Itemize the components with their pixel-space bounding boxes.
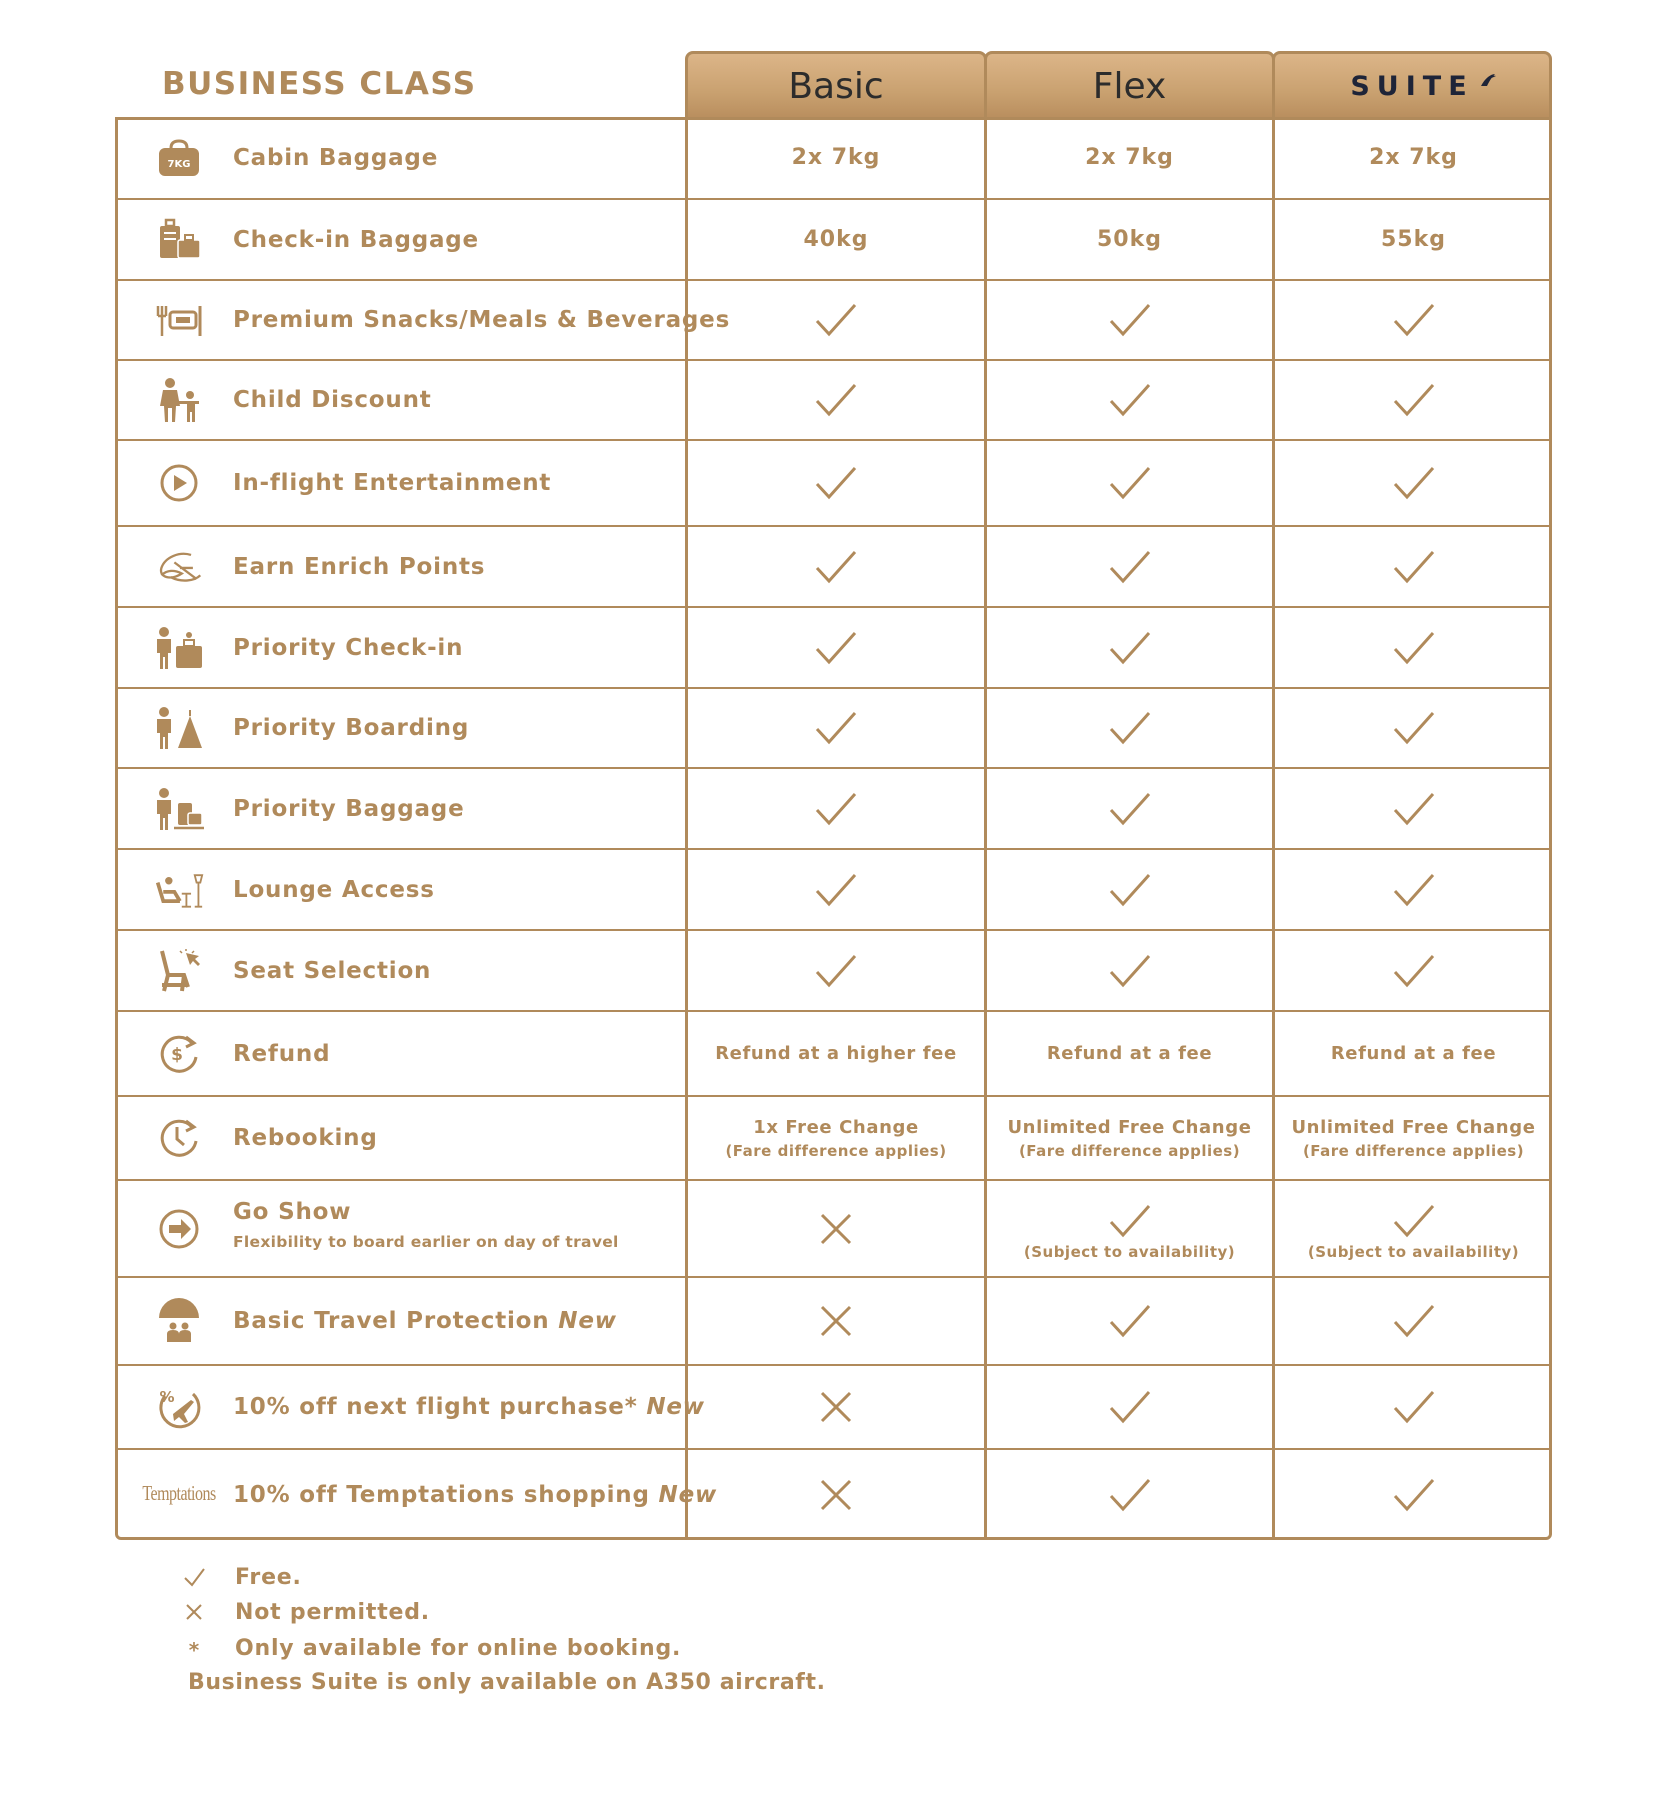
- seat-icon: [154, 948, 204, 994]
- feature-name: Check-in Baggage: [233, 226, 479, 253]
- value-cell-basic: [688, 361, 984, 439]
- priority-boarding-icon: [154, 705, 204, 751]
- value-cell-suite: [1275, 117, 1552, 198]
- value-cell-flex: [987, 931, 1272, 1010]
- new-badge: New: [637, 1394, 705, 1420]
- check-icon: [1392, 549, 1436, 585]
- check-icon: [1108, 382, 1152, 418]
- value-cell-basic: [688, 1450, 984, 1540]
- feature-label: [233, 1308, 617, 1334]
- feature-name: 10% off Temptations shopping: [233, 1482, 650, 1508]
- table-row: [118, 1364, 1549, 1448]
- check-icon: [814, 630, 858, 666]
- feature-label: [233, 470, 551, 496]
- go-show-icon: [154, 1206, 204, 1252]
- value-text: 2x 7kg: [1369, 145, 1458, 170]
- cross-icon: [819, 1478, 853, 1512]
- child-icon: [154, 377, 204, 423]
- value-cell-suite: [1275, 1450, 1552, 1540]
- check-icon: [1392, 710, 1436, 746]
- value-cell-suite: [1275, 769, 1552, 848]
- check-icon: [1108, 1389, 1152, 1425]
- value-cell-flex: [987, 850, 1272, 929]
- value-cell-basic: [688, 850, 984, 929]
- feature-label: [233, 1041, 330, 1067]
- table-row: [118, 848, 1549, 929]
- feature-label: [233, 227, 479, 253]
- value-cell-suite: [1275, 931, 1552, 1010]
- feature-name: Child Discount: [233, 387, 432, 413]
- table-row: [118, 117, 1549, 198]
- feature-label: [233, 1125, 378, 1151]
- svg-text:$: $: [171, 1044, 183, 1065]
- value-cell-basic: [688, 117, 984, 198]
- column-header-label: Basic: [788, 65, 884, 107]
- legend-check-icon: [182, 1567, 206, 1591]
- feature-name: Go Show: [233, 1198, 352, 1225]
- check-icon: [1392, 1303, 1436, 1339]
- priority-baggage-icon: [154, 786, 204, 832]
- value-cell-flex: [987, 608, 1272, 687]
- value-note: (Fare difference applies): [1018, 1141, 1241, 1160]
- value-cell-flex: [987, 1181, 1272, 1276]
- check-icon: [814, 465, 858, 501]
- column-header-basic: [685, 51, 987, 118]
- value-cell-flex: [987, 1450, 1272, 1540]
- feature-label: [233, 635, 463, 661]
- check-icon: [1108, 710, 1152, 746]
- value-cell-suite: [1275, 441, 1552, 525]
- value-cell-basic: [688, 608, 984, 687]
- check-icon: [1392, 1203, 1436, 1239]
- discount-plane-icon: [154, 1384, 204, 1430]
- value-cell-suite: [1275, 1181, 1552, 1276]
- check-icon: [1108, 630, 1152, 666]
- feature-label: [233, 554, 485, 580]
- feature-label: [233, 387, 432, 413]
- value-note: (Subject to availability): [1023, 1242, 1236, 1261]
- value-cell-flex: [987, 1012, 1272, 1095]
- feature-name: Rebooking: [233, 1125, 378, 1151]
- value-cell-flex: [987, 527, 1272, 606]
- feature-name: Refund: [233, 1040, 331, 1067]
- value-cell-suite: [1275, 689, 1552, 767]
- value-text: 55kg: [1381, 227, 1446, 252]
- check-icon: [814, 382, 858, 418]
- value-cell-flex: [987, 441, 1272, 525]
- value-cell-basic: [688, 527, 984, 606]
- value-cell-suite: [1275, 1012, 1552, 1095]
- check-icon: [1108, 1303, 1152, 1339]
- table-row: [118, 1179, 1549, 1276]
- suite-bird-icon: [1479, 64, 1497, 95]
- value-text: 2x 7kg: [791, 145, 881, 170]
- check-icon: [814, 549, 858, 585]
- check-icon: [1392, 465, 1436, 501]
- value-text: 50kg: [1097, 227, 1162, 252]
- value-cell-basic: [688, 769, 984, 848]
- feature-name: Premium Snacks/Meals & Beverages: [233, 307, 731, 333]
- cross-icon: [819, 1390, 853, 1424]
- play-icon: [154, 460, 204, 506]
- value-cell-suite: [1275, 281, 1552, 359]
- check-icon: [814, 710, 858, 746]
- column-header-suite: [1272, 51, 1552, 118]
- check-icon: [1108, 465, 1152, 501]
- check-icon: [814, 302, 858, 338]
- value-note: (Fare difference applies): [725, 1141, 947, 1160]
- check-icon: [1392, 872, 1436, 908]
- value-cell-suite: [1275, 608, 1552, 687]
- value-cell-basic: [688, 281, 984, 359]
- umbrella-icon: [154, 1298, 204, 1344]
- check-icon: [1392, 382, 1436, 418]
- feature-label: [233, 796, 464, 822]
- check-icon: [1392, 791, 1436, 827]
- value-cell-flex: [987, 689, 1272, 767]
- new-badge: New: [649, 1482, 718, 1508]
- table-row: [118, 439, 1549, 525]
- feature-name: Basic Travel Protection: [233, 1308, 550, 1334]
- check-icon: [1392, 302, 1436, 338]
- table-row: [118, 525, 1549, 606]
- value-cell-suite: [1275, 361, 1552, 439]
- feature-label: [233, 877, 435, 903]
- comparison-table: [115, 117, 1552, 1540]
- value-cell-flex: [987, 769, 1272, 848]
- value-cell-basic: [688, 931, 984, 1010]
- value-cell-suite: [1275, 1278, 1552, 1364]
- legend-asterisk-icon: *: [188, 1638, 200, 1662]
- legend-text: Not permitted.: [235, 1600, 430, 1625]
- enrich-icon: [154, 544, 204, 590]
- check-icon: [1108, 302, 1152, 338]
- feature-name: Seat Selection: [233, 957, 432, 984]
- check-icon: [814, 872, 858, 908]
- table-row: [118, 1010, 1549, 1095]
- value-cell-basic: [688, 200, 984, 279]
- check-icon: [1108, 1477, 1152, 1513]
- table-row: [118, 767, 1549, 848]
- column-header-label: SUITE: [1350, 70, 1474, 102]
- value-text: Refund at a fee: [1330, 1043, 1497, 1064]
- feature-name: Priority Baggage: [233, 795, 465, 822]
- value-text: Unlimited Free Change: [1007, 1116, 1252, 1138]
- value-text: Refund at a higher fee: [715, 1043, 957, 1064]
- legend-text: Free.: [235, 1565, 302, 1590]
- value-cell-flex: [987, 1097, 1272, 1179]
- feature-name: Cabin Baggage: [233, 144, 439, 171]
- check-icon: [814, 953, 858, 989]
- check-icon: [1108, 872, 1152, 908]
- feature-label: [233, 958, 431, 984]
- value-cell-basic: [688, 1097, 984, 1179]
- value-cell-basic: [688, 1278, 984, 1364]
- cross-icon: [819, 1212, 853, 1246]
- temptations-icon: Temptations: [142, 1483, 216, 1506]
- value-cell-basic: [688, 1181, 984, 1276]
- value-text: Unlimited Free Change: [1291, 1116, 1536, 1138]
- value-cell-suite: [1275, 1097, 1552, 1179]
- feature-name: Priority Check-in: [233, 634, 464, 661]
- feature-name: Earn Enrich Points: [233, 553, 486, 580]
- refund-icon: [154, 1031, 204, 1077]
- feature-subtitle: Flexibility to board earlier on day of travel: [233, 1232, 619, 1251]
- cross-icon: [819, 1304, 853, 1338]
- table-row: [118, 1095, 1549, 1179]
- table-row: [118, 687, 1549, 767]
- value-cell-flex: [987, 200, 1272, 279]
- value-cell-flex: [987, 281, 1272, 359]
- table-row: [118, 359, 1549, 439]
- value-cell-suite: [1275, 850, 1552, 929]
- table-row: [118, 929, 1549, 1010]
- table-row: [118, 1448, 1549, 1540]
- feature-name: Lounge Access: [233, 876, 435, 903]
- check-icon: [1108, 953, 1152, 989]
- feature-label: [233, 307, 730, 333]
- table-row: [118, 606, 1549, 687]
- feature-label: [233, 715, 469, 741]
- value-cell-flex: [987, 361, 1272, 439]
- check-icon: [1392, 630, 1436, 666]
- feature-label: [233, 1394, 705, 1420]
- table-row: [118, 279, 1549, 359]
- page-title: BUSINESS CLASS: [162, 66, 477, 102]
- cabin-baggage-icon: [154, 135, 204, 181]
- check-icon: [1108, 549, 1152, 585]
- footer-note: Business Suite is only available on A350 aircraft.: [188, 1670, 826, 1695]
- check-icon: [1108, 1203, 1152, 1239]
- svg-text:%: %: [159, 1388, 175, 1406]
- feature-name: In-flight Entertainment: [233, 470, 552, 496]
- check-icon: [814, 791, 858, 827]
- value-cell-flex: [987, 117, 1272, 198]
- value-cell-suite: [1275, 527, 1552, 606]
- checkin-baggage-icon: [154, 217, 204, 263]
- legend-text: Only available for online booking.: [235, 1636, 682, 1661]
- svg-text:7KG: 7KG: [167, 158, 191, 170]
- value-text: 40kg: [803, 227, 869, 252]
- value-cell-basic: [688, 441, 984, 525]
- legend-cross-icon: [182, 1602, 206, 1626]
- feature-name: 10% off next flight purchase*: [233, 1394, 638, 1420]
- value-cell-suite: [1275, 1366, 1552, 1448]
- column-header-label: Flex: [1092, 65, 1167, 107]
- feature-name: Priority Boarding: [233, 715, 470, 741]
- value-note: (Subject to availability): [1307, 1242, 1520, 1261]
- check-icon: [1392, 1477, 1436, 1513]
- check-icon: [1108, 791, 1152, 827]
- feature-label: [233, 1198, 619, 1250]
- value-cell-flex: [987, 1278, 1272, 1364]
- lounge-icon: [154, 867, 204, 913]
- value-cell-basic: [688, 1012, 984, 1095]
- value-note: (Fare difference applies): [1302, 1141, 1525, 1160]
- new-badge: New: [549, 1308, 617, 1334]
- value-cell-flex: [987, 1366, 1272, 1448]
- check-icon: [1392, 953, 1436, 989]
- value-cell-basic: [688, 1366, 984, 1448]
- table-row: [118, 198, 1549, 279]
- value-text: 2x 7kg: [1085, 145, 1174, 170]
- meal-icon: [154, 297, 204, 343]
- priority-checkin-icon: [154, 625, 204, 671]
- feature-label: [233, 145, 438, 171]
- check-icon: [1392, 1389, 1436, 1425]
- value-text: 1x Free Change: [753, 1116, 919, 1138]
- column-header-flex: [984, 51, 1275, 118]
- rebooking-icon: [154, 1115, 204, 1161]
- value-cell-suite: [1275, 200, 1552, 279]
- value-cell-basic: [688, 689, 984, 767]
- value-text: Refund at a fee: [1046, 1043, 1213, 1064]
- feature-label: [233, 1482, 717, 1508]
- table-row: [118, 1276, 1549, 1364]
